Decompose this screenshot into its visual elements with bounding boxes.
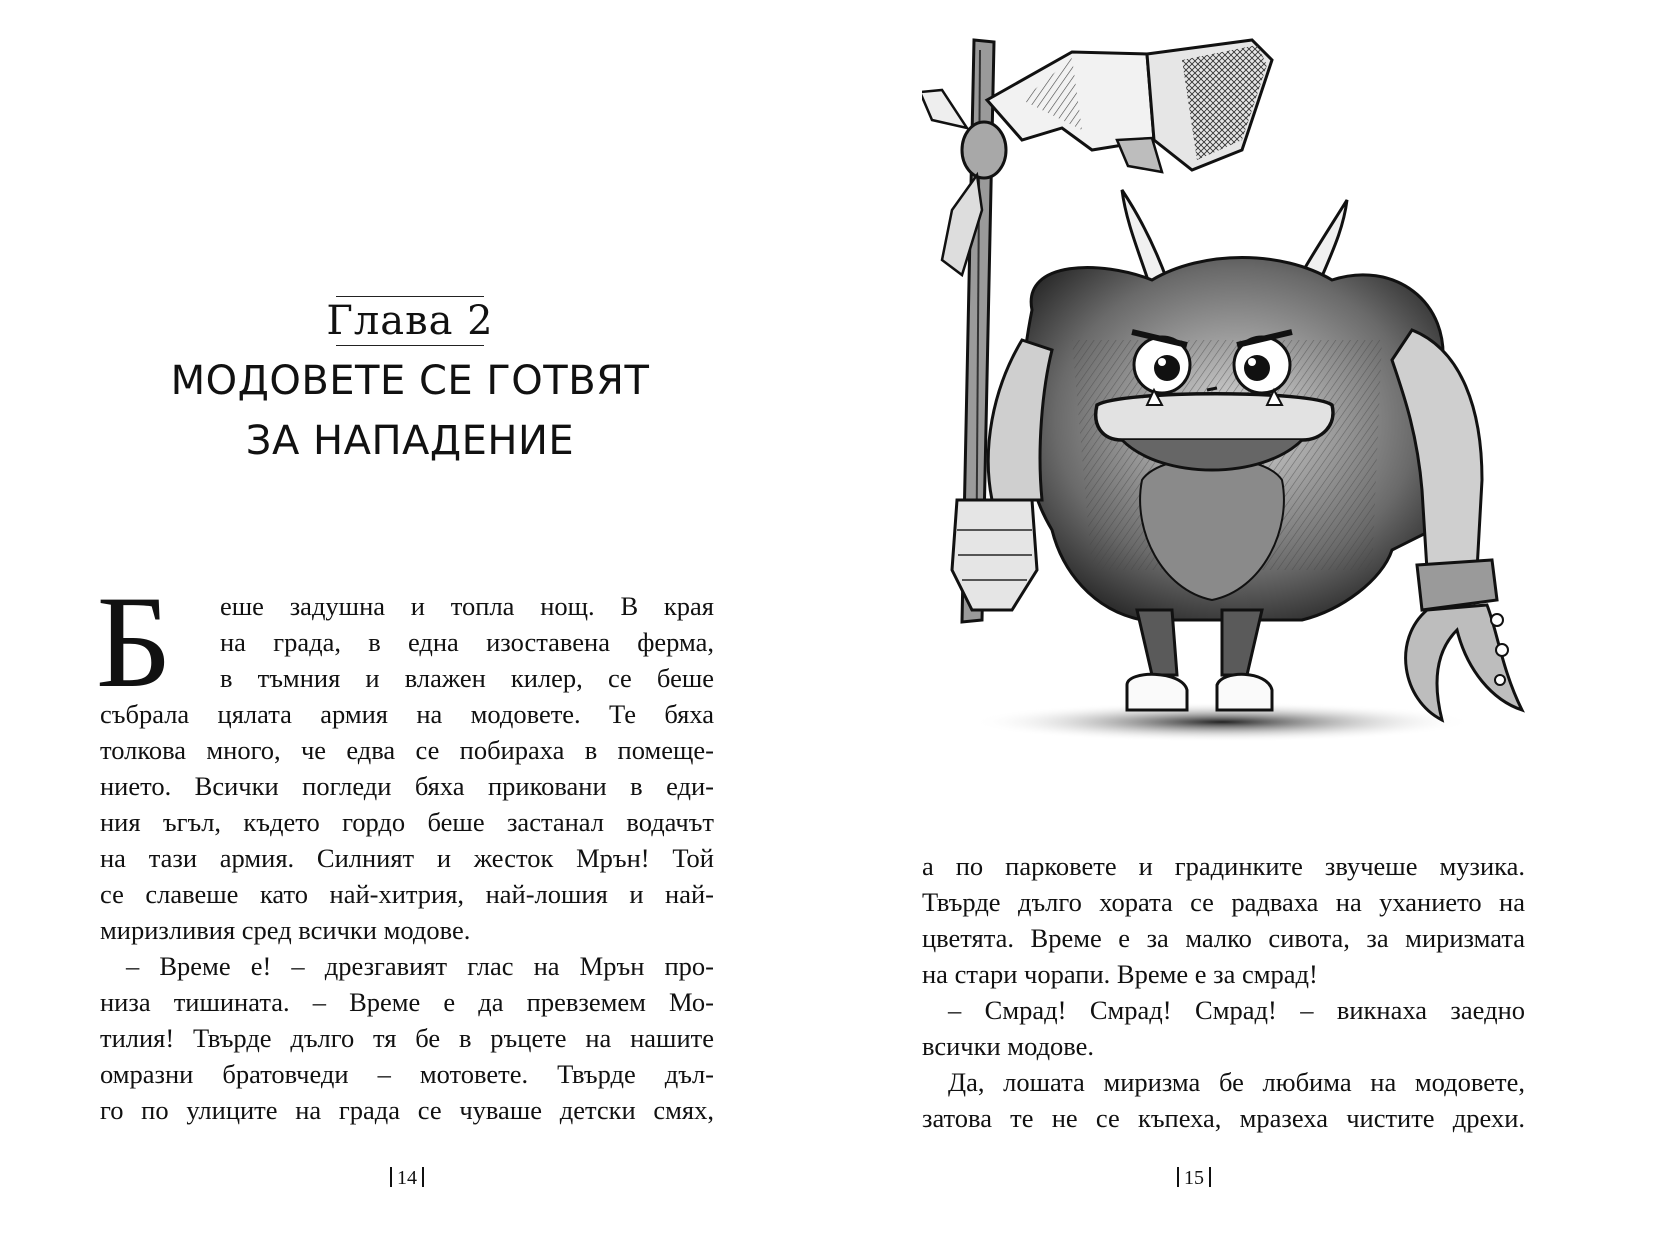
text-line: цветята. Време е за малко сивота, за миризмата xyxy=(922,923,1525,953)
text-line: на стари чорапи. Време е за смрад! xyxy=(922,959,1318,989)
monster-illustration xyxy=(922,10,1542,770)
chapter-label: Глава 2 xyxy=(326,298,494,344)
page-number-value: 14 xyxy=(397,1167,417,1189)
drop-cap: Б xyxy=(96,568,172,715)
text-line: – Смрад! Смрад! Смрад! – викнаха заедно xyxy=(948,995,1525,1025)
chapter-title-line-1: МОДОВЕТЕ СЕ ГОТВЯТ xyxy=(170,358,650,404)
chapter-heading xyxy=(100,290,720,470)
text-line: а по парковете и градинките звучеше музика. xyxy=(922,851,1525,881)
text-line: на тази армия. Силният и жесток Мрън! Той xyxy=(100,843,714,873)
text-line: се славеше като най-хитрия, най-лошия и най- xyxy=(100,879,714,909)
text-line: миризливия сред всички модове. xyxy=(100,915,471,945)
text-line: събрала цялата армия на модовете. Те бяха xyxy=(100,699,714,729)
page-number-bar xyxy=(1209,1167,1211,1187)
page-number-bar xyxy=(1177,1167,1179,1187)
text-line: го по улиците на града се чуваше детски смях, xyxy=(100,1095,714,1125)
monster-with-flag-icon xyxy=(922,10,1542,770)
page-number-bar xyxy=(422,1167,424,1187)
text-line: затова те не се къпеха, мразеха чистите дрехи. xyxy=(922,1103,1525,1133)
page-number-value: 15 xyxy=(1184,1167,1204,1189)
text-line: нието. Всички погледи бяха приковани в еди- xyxy=(100,771,714,801)
chapter-rule-bottom xyxy=(336,345,484,346)
text-line: Твърде дълго хората се радваха на уханието на xyxy=(922,887,1525,917)
right-page xyxy=(827,0,1654,1241)
page-number-left xyxy=(385,1166,429,1190)
text-line: на града, в една изоставена ферма, xyxy=(220,627,714,657)
text-line: в тъмния и влажен килер, се беше xyxy=(220,663,714,693)
right-body-text xyxy=(922,848,1525,1136)
text-line: низа тишината. – Време е да превземем Мо- xyxy=(100,987,714,1017)
left-body-text xyxy=(96,568,714,1128)
chapter-title-line-2: ЗА НАПАДЕНИЕ xyxy=(245,418,575,464)
text-line: омразни братовчеди – мотовете. Твърде дъл- xyxy=(100,1059,714,1089)
chapter-label-frame xyxy=(322,290,497,350)
text-line: толкова много, че едва се побираха в помеще- xyxy=(100,735,714,765)
text-line: тилия! Твърде дълго тя бе в ръцете на нашите xyxy=(100,1023,714,1053)
text-line: Да, лошата миризма бе любима на модовете, xyxy=(948,1067,1525,1097)
page-number-right xyxy=(1172,1166,1216,1190)
text-line: еше задушна и топла нощ. В края xyxy=(220,591,714,621)
page-number-bar xyxy=(390,1167,392,1187)
text-line: всички модове. xyxy=(922,1031,1095,1061)
text-line: – Време е! – дрезгавият глас на Мрън про- xyxy=(126,951,714,981)
text-line: ния ъгъл, където гордо беше застанал водачът xyxy=(100,807,714,837)
